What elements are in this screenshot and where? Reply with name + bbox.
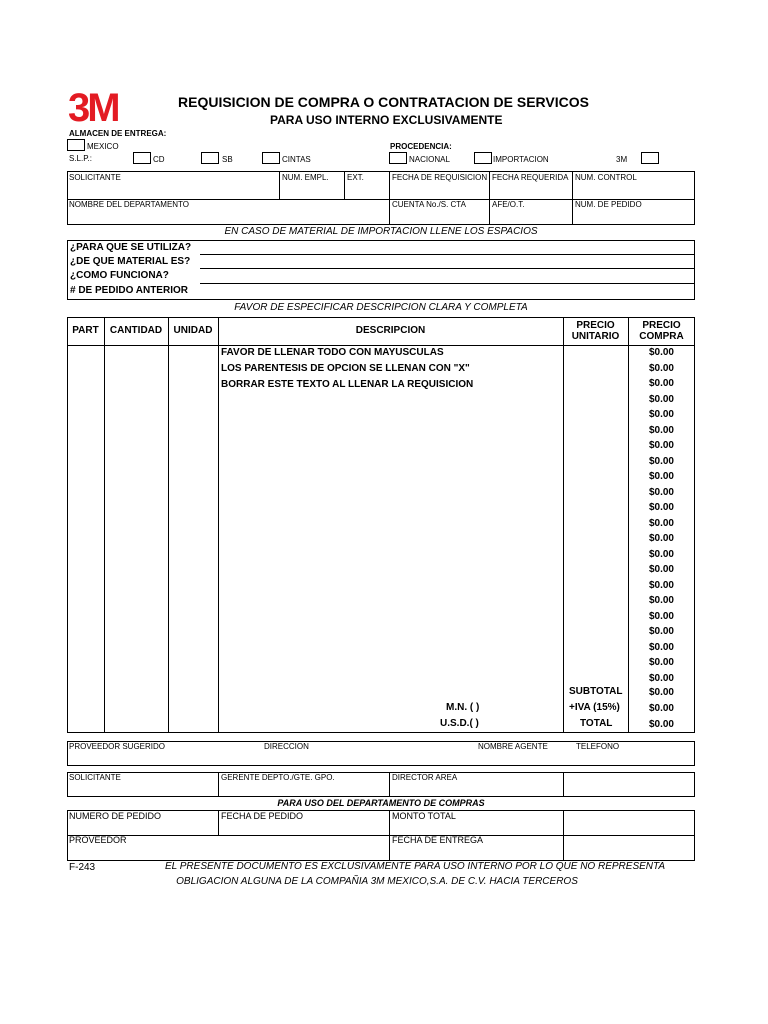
proveedor-field[interactable]: PROVEEDOR	[69, 835, 127, 845]
answer-line-funciona[interactable]	[200, 283, 695, 284]
num-control-field[interactable]: NUM. CONTROL	[575, 173, 637, 182]
row-amount: $0.00	[648, 579, 674, 591]
sb-label: SB	[222, 155, 233, 164]
items-col-divider	[104, 317, 105, 733]
purchasing-vline	[389, 810, 390, 861]
numero-pedido-field[interactable]: NUMERO DE PEDIDO	[69, 811, 162, 821]
instruction-line: BORRAR ESTE TEXTO AL LLENAR LA REQUISICION	[221, 379, 474, 390]
question-material: ¿DE QUE MATERIAL ES?	[70, 256, 191, 267]
currency-usd-option[interactable]: U.S.D.( )	[440, 718, 479, 729]
info-grid-vline	[389, 171, 390, 225]
info-grid-vline	[489, 171, 490, 225]
row-amount: $0.00	[648, 626, 674, 637]
footer-disclaimer-line1: EL PRESENTE DOCUMENTO ES EXCLUSIVAMENTE PARA USO INTERNO POR LO QUE NO REPRESENTA	[164, 861, 666, 872]
row-amount: $0.00	[648, 424, 674, 436]
importacion-checkbox[interactable]	[474, 152, 492, 164]
items-heading: FAVOR DE ESPECIFICAR DESCRIPCION CLARA Y COMPLETA	[234, 302, 528, 313]
3m-option-label: 3M	[616, 155, 628, 164]
fecha-requerida-field[interactable]: FECHA REQUERIDA	[492, 173, 569, 182]
mexico-label: MEXICO	[87, 142, 119, 151]
delivery-label: ALMACEN DE ENTREGA:	[69, 129, 167, 138]
col-header-part: PART	[72, 325, 99, 336]
col-header-descripcion: DESCRIPCION	[355, 325, 426, 336]
nombre-departamento-field[interactable]: NOMBRE DEL DEPARTAMENTO	[69, 200, 190, 209]
col-header-precio-unitario	[563, 320, 628, 342]
ext-field[interactable]: EXT.	[347, 173, 364, 182]
row-amount: $0.00	[648, 347, 674, 358]
3m-option-checkbox[interactable]	[641, 152, 659, 164]
approvals-divider	[389, 772, 390, 797]
col-header-precio-compra-line1: PRECIO	[642, 320, 681, 331]
nacional-checkbox[interactable]	[389, 152, 407, 164]
subtotal-label: SUBTOTAL	[569, 686, 623, 697]
info-grid-vline	[572, 171, 573, 225]
row-amount: $0.00	[648, 471, 674, 482]
instruction-line: FAVOR DE LLENAR TODO CON MAYUSCULAS	[221, 347, 444, 358]
form-subtitle: PARA USO INTERNO EXCLUSIVAMENTE	[270, 113, 503, 127]
col-header-cantidad: CANTIDAD	[109, 325, 163, 336]
purchasing-divider	[67, 835, 695, 836]
monto-total-field[interactable]: MONTO TOTAL	[392, 811, 456, 821]
row-amount: $0.00	[648, 378, 674, 389]
info-grid-vline	[344, 171, 345, 199]
approvals-divider	[218, 772, 219, 797]
items-col-divider	[168, 317, 169, 733]
row-amount: $0.00	[648, 362, 674, 374]
instruction-line: LOS PARENTESIS DE OPCION SE LLENAN CON "X"	[221, 363, 470, 374]
fecha-requisicion-field[interactable]: FECHA DE REQUISICION	[392, 173, 488, 182]
row-amount: $0.00	[648, 455, 674, 467]
question-pedido-anterior: # DE PEDIDO ANTERIOR	[70, 285, 188, 296]
answer-line-material[interactable]	[200, 268, 695, 269]
col-header-precio-unitario-line2: UNITARIO	[571, 331, 620, 342]
mexico-checkbox[interactable]	[67, 139, 85, 151]
info-grid-vline	[279, 171, 280, 199]
nacional-label: NACIONAL	[409, 155, 450, 164]
approvals-box	[67, 772, 695, 797]
footer-disclaimer-line2: OBLIGACION ALGUNA DE LA COMPAÑIA 3M MEXICO,S.A. DE C.V. HACIA TERCEROS	[176, 876, 578, 887]
proveedor-sugerido-field[interactable]: PROVEEDOR SUGERIDO	[69, 742, 166, 751]
slp-label: S.L.P.:	[69, 154, 92, 163]
approval-director-field[interactable]: DIRECTOR AREA	[392, 773, 458, 782]
cintas-checkbox[interactable]	[262, 152, 280, 164]
approvals-divider	[563, 772, 564, 797]
items-col-divider	[563, 317, 564, 733]
question-funciona: ¿COMO FUNCIONA?	[70, 270, 169, 281]
sb-checkbox[interactable]	[201, 152, 219, 164]
form-code: F-243	[69, 862, 96, 873]
subtotal-value: $0.00	[648, 687, 674, 698]
fecha-pedido-field[interactable]: FECHA DE PEDIDO	[221, 811, 304, 821]
purchasing-vline	[218, 810, 219, 835]
total-value: $0.00	[648, 719, 674, 730]
form-title: REQUISICION DE COMPRA O CONTRATACION DE SERVICOS	[178, 94, 589, 110]
row-amount: $0.00	[648, 610, 674, 622]
direccion-field[interactable]: DIRECCION	[264, 742, 309, 751]
row-amount: $0.00	[648, 657, 674, 668]
iva-value: $0.00	[648, 703, 674, 714]
num-pedido-field[interactable]: NUM. DE PEDIDO	[575, 200, 642, 209]
purchasing-vline	[563, 810, 564, 861]
question-uso: ¿PARA QUE SE UTILIZA?	[70, 242, 192, 253]
row-amount: $0.00	[648, 393, 674, 405]
total-label: TOTAL	[580, 718, 613, 729]
row-amounts-column	[614, 345, 674, 686]
currency-mn-option[interactable]: M.N. ( )	[446, 702, 480, 713]
row-amount: $0.00	[648, 548, 674, 560]
row-amount: $0.00	[648, 564, 674, 575]
procedencia-label: PROCEDENCIA:	[390, 142, 452, 151]
row-amount: $0.00	[648, 533, 674, 544]
num-empl-field[interactable]: NUM. EMPL.	[282, 173, 329, 182]
cd-label: CD	[153, 155, 165, 164]
nombre-agente-field[interactable]: NOMBRE AGENTE	[478, 742, 548, 751]
cuenta-field[interactable]: CUENTA No./S. CTA	[392, 200, 466, 209]
approval-gerente-field[interactable]: GERENTE DEPTO./GTE. GPO.	[221, 773, 335, 782]
row-amount: $0.00	[648, 641, 674, 653]
cd-checkbox[interactable]	[133, 152, 151, 164]
row-amount: $0.00	[648, 517, 674, 529]
solicitante-field[interactable]: SOLICITANTE	[69, 173, 121, 182]
afe-field[interactable]: AFE/O.T.	[492, 200, 525, 209]
3m-logo: 3M	[68, 86, 118, 130]
row-amount: $0.00	[648, 502, 674, 513]
row-amount: $0.00	[648, 595, 674, 606]
col-header-precio-compra	[628, 320, 695, 342]
fecha-entrega-field[interactable]: FECHA DE ENTREGA	[392, 835, 484, 845]
col-header-precio-unitario-line1: PRECIO	[576, 320, 615, 331]
row-amount: $0.00	[648, 409, 674, 420]
instructions-block	[221, 345, 473, 393]
iva-label: +IVA (15%)	[569, 702, 620, 713]
answer-line-uso[interactable]	[200, 254, 695, 255]
cintas-label: CINTAS	[282, 155, 311, 164]
row-amount: $0.00	[648, 486, 674, 498]
import-heading: EN CASO DE MATERIAL DE IMPORTACION LLENE LOS ESPACIOS	[224, 226, 538, 237]
col-header-unidad: UNIDAD	[173, 325, 213, 336]
row-amount: $0.00	[648, 672, 674, 684]
approval-solicitante-field[interactable]: SOLICITANTE	[69, 773, 121, 782]
col-header-precio-compra-line2: COMPRA	[639, 331, 684, 342]
purchasing-heading: PARA USO DEL DEPARTAMENTO DE COMPRAS	[277, 798, 485, 808]
items-col-divider	[218, 317, 219, 733]
row-amount: $0.00	[648, 440, 674, 451]
telefono-field[interactable]: TELEFONO	[576, 742, 620, 751]
importacion-label: IMPORTACION	[493, 155, 549, 164]
